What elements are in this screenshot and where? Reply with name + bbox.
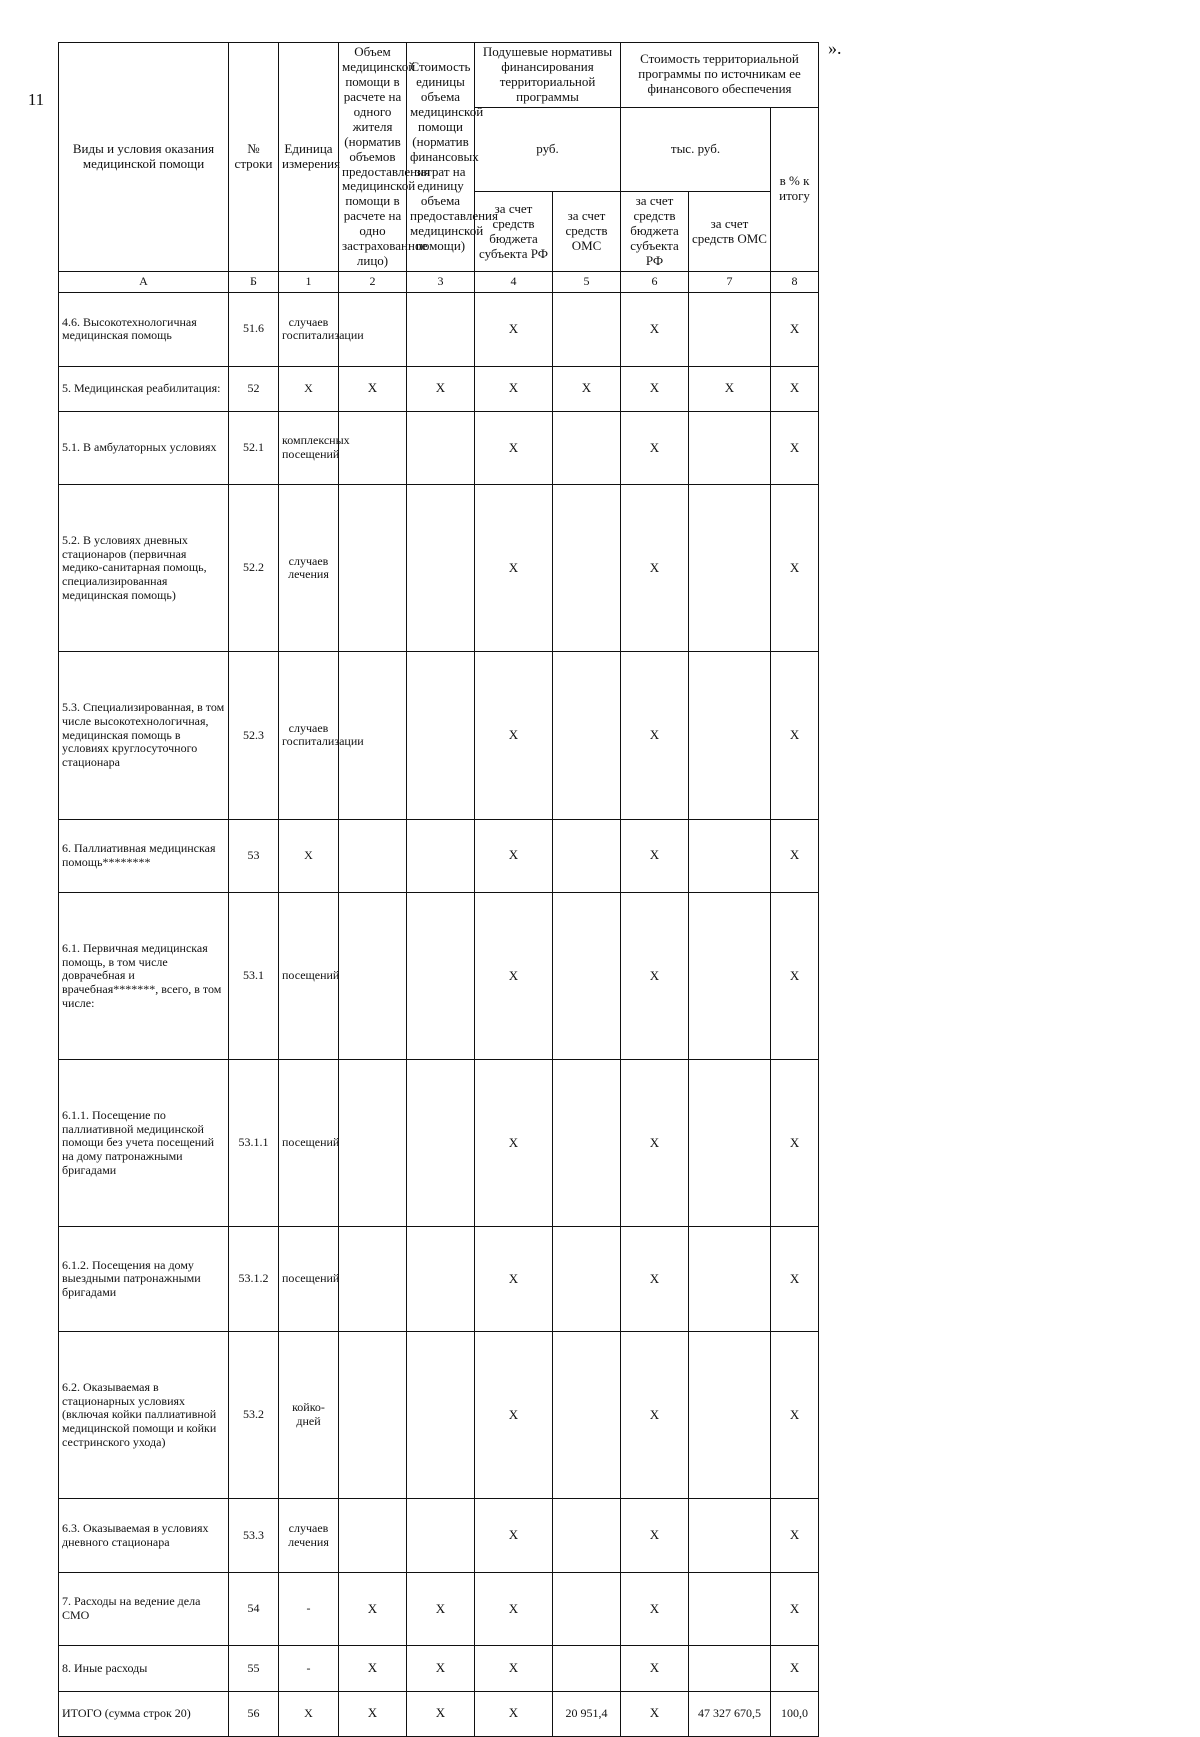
column-number: 2 (339, 272, 407, 293)
norm-oms-cell (553, 1227, 621, 1332)
cost-budget-cell: Х (621, 1646, 689, 1691)
header-norm-budget: за счет средств бюджета субъекта РФ (475, 192, 553, 272)
care-type-name: 6. Паллиативная медицинская помощь******** (59, 819, 229, 893)
volume-cell (339, 485, 407, 652)
row-code: 54 (229, 1572, 279, 1646)
unit-cell: Х (279, 1691, 339, 1736)
norm-budget-cell: Х (475, 1646, 553, 1691)
table-row (59, 1332, 819, 1499)
cost-budget-cell: Х (621, 1332, 689, 1499)
percent-cell: Х (771, 1572, 819, 1646)
norm-budget-cell: Х (475, 293, 553, 367)
unit-cost-cell (407, 819, 475, 893)
cost-oms-cell: Х (689, 366, 771, 411)
unit-cost-cell (407, 652, 475, 819)
medical-care-cost-table (58, 42, 819, 1737)
care-type-name: 7. Расходы на ведение дела СМО (59, 1572, 229, 1646)
table-row (59, 1227, 819, 1332)
norm-budget-cell: Х (475, 819, 553, 893)
norm-oms-cell (553, 1332, 621, 1499)
unit-cost-cell (407, 1227, 475, 1332)
header-per-capita-norms: Подушевые нормативы финансирования территориальной программы (475, 43, 621, 108)
row-code: 53 (229, 819, 279, 893)
row-code: 52 (229, 366, 279, 411)
unit-cell: случаев лечения (279, 485, 339, 652)
row-code: 53.3 (229, 1499, 279, 1573)
care-type-name: 6.1. Первичная медицинская помощь, в том числе доврачебная и врачебная*******, всего, в том числе: (59, 893, 229, 1060)
header-care-type: Виды и условия оказания медицинской помощи (59, 43, 229, 272)
unit-cell: койко-дней (279, 1332, 339, 1499)
unit-cost-cell (407, 893, 475, 1060)
row-code: 52.3 (229, 652, 279, 819)
volume-cell: Х (339, 1646, 407, 1691)
column-number: 8 (771, 272, 819, 293)
table-row (59, 819, 819, 893)
cost-budget-cell: Х (621, 1227, 689, 1332)
row-code: 51.6 (229, 293, 279, 367)
care-type-name: 5.2. В условиях дневных стационаров (первичная медико-санитарная помощь, специализированная медицинская помощь) (59, 485, 229, 652)
table-row (59, 293, 819, 367)
column-number: 3 (407, 272, 475, 293)
norm-budget-cell: Х (475, 1332, 553, 1499)
unit-cost-cell (407, 485, 475, 652)
cost-oms-cell (689, 652, 771, 819)
care-type-name: 8. Иные расходы (59, 1646, 229, 1691)
norm-budget-cell: Х (475, 1060, 553, 1227)
column-number: 1 (279, 272, 339, 293)
norm-oms-cell: Х (553, 366, 621, 411)
unit-cost-cell (407, 1499, 475, 1573)
norm-budget-cell: Х (475, 652, 553, 819)
unit-cell: случаев лечения (279, 1499, 339, 1573)
care-type-name: 6.1.2. Посещения на дому выездными патронажными бригадами (59, 1227, 229, 1332)
cost-budget-cell: Х (621, 485, 689, 652)
norm-oms-cell (553, 1499, 621, 1573)
percent-cell: Х (771, 1060, 819, 1227)
column-number: 4 (475, 272, 553, 293)
norm-oms-cell (553, 411, 621, 485)
cost-budget-cell: Х (621, 1060, 689, 1227)
care-type-name: 5.3. Специализированная, в том числе высокотехнологичная, медицинская помощь в условиях круглосуточного стационара (59, 652, 229, 819)
percent-cell: Х (771, 652, 819, 819)
norm-oms-cell (553, 1646, 621, 1691)
cost-oms-cell (689, 1227, 771, 1332)
care-type-name: ИТОГО (сумма строк 20) (59, 1691, 229, 1736)
norm-budget-cell: Х (475, 1499, 553, 1573)
table-row (59, 1499, 819, 1573)
closing-quote-mark: ». (828, 38, 842, 58)
unit-cell: Х (279, 819, 339, 893)
percent-cell: Х (771, 1499, 819, 1573)
volume-cell: Х (339, 1691, 407, 1736)
column-number: А (59, 272, 229, 293)
percent-cell: Х (771, 411, 819, 485)
table-row (59, 1572, 819, 1646)
cost-oms-cell (689, 485, 771, 652)
volume-cell (339, 819, 407, 893)
row-code: 53.1.1 (229, 1060, 279, 1227)
row-code: 55 (229, 1646, 279, 1691)
norm-oms-cell (553, 819, 621, 893)
unit-cell: случаев госпитализации (279, 293, 339, 367)
norm-budget-cell: Х (475, 1572, 553, 1646)
volume-cell (339, 1060, 407, 1227)
norm-oms-cell (553, 893, 621, 1060)
table-row (59, 485, 819, 652)
header-unit-thousand-rub: тыс. руб. (621, 107, 771, 192)
care-type-name: 4.6. Высокотехнологичная медицинская помощь (59, 293, 229, 367)
header-row-number: № строки (229, 43, 279, 272)
table-row (59, 1060, 819, 1227)
table-row (59, 366, 819, 411)
cost-oms-cell (689, 1499, 771, 1573)
unit-cell: посещений (279, 893, 339, 1060)
header-program-cost: Стоимость территориальной программы по источникам ее финансового обеспечения (621, 43, 819, 108)
row-code: 53.1.2 (229, 1227, 279, 1332)
volume-cell (339, 1499, 407, 1573)
column-number: 5 (553, 272, 621, 293)
percent-cell: Х (771, 1227, 819, 1332)
column-number: 7 (689, 272, 771, 293)
norm-oms-total: 20 951,4 (553, 1691, 621, 1736)
column-number: 6 (621, 272, 689, 293)
row-code: 52.1 (229, 411, 279, 485)
cost-budget-cell: Х (621, 1499, 689, 1573)
cost-oms-cell (689, 893, 771, 1060)
norm-budget-cell: Х (475, 1227, 553, 1332)
unit-cell: - (279, 1646, 339, 1691)
table-row (59, 411, 819, 485)
cost-budget-cell: Х (621, 652, 689, 819)
unit-cell: посещений (279, 1227, 339, 1332)
norm-budget-cell: Х (475, 366, 553, 411)
unit-cost-cell: Х (407, 1691, 475, 1736)
volume-cell (339, 411, 407, 485)
unit-cell: - (279, 1572, 339, 1646)
norm-budget-cell: Х (475, 411, 553, 485)
cost-oms-total: 47 327 670,5 (689, 1691, 771, 1736)
unit-cost-cell (407, 293, 475, 367)
volume-cell (339, 893, 407, 1060)
norm-oms-cell (553, 1572, 621, 1646)
care-type-name: 6.3. Оказываемая в условиях дневного стационара (59, 1499, 229, 1573)
table-row (59, 652, 819, 819)
header-percent-of-total: в % к итогу (771, 107, 819, 271)
table-row-total (59, 1691, 819, 1736)
volume-cell (339, 1227, 407, 1332)
cost-budget-cell: Х (621, 1691, 689, 1736)
header-unit: Единица измерения (279, 43, 339, 272)
norm-oms-cell (553, 293, 621, 367)
header-cost-budget: за счет средств бюджета субъекта РФ (621, 192, 689, 272)
percent-cell: Х (771, 1646, 819, 1691)
volume-cell: Х (339, 366, 407, 411)
cost-oms-cell (689, 411, 771, 485)
cost-oms-cell (689, 1646, 771, 1691)
cost-oms-cell (689, 1060, 771, 1227)
care-type-name: 6.2. Оказываемая в стационарных условиях (включая койки паллиативной медицинской помощи и койки сестринского ухода) (59, 1332, 229, 1499)
cost-budget-cell: Х (621, 293, 689, 367)
cost-budget-cell: Х (621, 819, 689, 893)
cost-budget-cell: Х (621, 411, 689, 485)
header-unit-rub: руб. (475, 107, 621, 192)
cost-budget-cell: Х (621, 1572, 689, 1646)
unit-cell: посещений (279, 1060, 339, 1227)
table-row (59, 1646, 819, 1691)
row-code: 56 (229, 1691, 279, 1736)
unit-cell: случаев госпитализации (279, 652, 339, 819)
header-volume-per-person: Объем медицинской помощи в расчете на одного жителя (норматив объемов предоставления медицинской помощи в расчете на одно застрахованное лицо) (339, 43, 407, 272)
norm-oms-cell (553, 1060, 621, 1227)
unit-cell: Х (279, 366, 339, 411)
header-norm-oms: за счет средств ОМС (553, 192, 621, 272)
volume-cell (339, 1332, 407, 1499)
unit-cost-cell (407, 411, 475, 485)
unit-cost-cell: Х (407, 1646, 475, 1691)
norm-oms-cell (553, 652, 621, 819)
percent-cell: Х (771, 366, 819, 411)
norm-budget-cell: Х (475, 485, 553, 652)
unit-cell: комплексных посещений (279, 411, 339, 485)
cost-oms-cell (689, 293, 771, 367)
unit-cost-cell: Х (407, 366, 475, 411)
header-cost-oms: за счет средств ОМС (689, 192, 771, 272)
cost-budget-cell: Х (621, 366, 689, 411)
header-unit-cost: Стоимость единицы объема медицинской помощи (норматив финансовых затрат на единицу объема предоставления медицинской помощи) (407, 43, 475, 272)
care-type-name: 5. Медицинская реабилитация: (59, 366, 229, 411)
percent-cell: Х (771, 893, 819, 1060)
cost-budget-cell: Х (621, 893, 689, 1060)
unit-cost-cell (407, 1332, 475, 1499)
percent-cell: Х (771, 1332, 819, 1499)
table-row (59, 893, 819, 1060)
percent-cell: Х (771, 293, 819, 367)
norm-oms-cell (553, 485, 621, 652)
care-type-name: 6.1.1. Посещение по паллиативной медицинской помощи без учета посещений на дому патронажными бригадами (59, 1060, 229, 1227)
percent-total: 100,0 (771, 1691, 819, 1736)
cost-oms-cell (689, 819, 771, 893)
cost-oms-cell (689, 1572, 771, 1646)
norm-budget-cell: Х (475, 1691, 553, 1736)
row-code: 52.2 (229, 485, 279, 652)
percent-cell: Х (771, 819, 819, 893)
row-code: 53.2 (229, 1332, 279, 1499)
norm-budget-cell: Х (475, 893, 553, 1060)
unit-cost-cell (407, 1060, 475, 1227)
page-number: 11 (27, 90, 45, 109)
volume-cell: Х (339, 1572, 407, 1646)
column-number: Б (229, 272, 279, 293)
cost-oms-cell (689, 1332, 771, 1499)
unit-cost-cell: Х (407, 1572, 475, 1646)
row-code: 53.1 (229, 893, 279, 1060)
percent-cell: Х (771, 485, 819, 652)
care-type-name: 5.1. В амбулаторных условиях (59, 411, 229, 485)
